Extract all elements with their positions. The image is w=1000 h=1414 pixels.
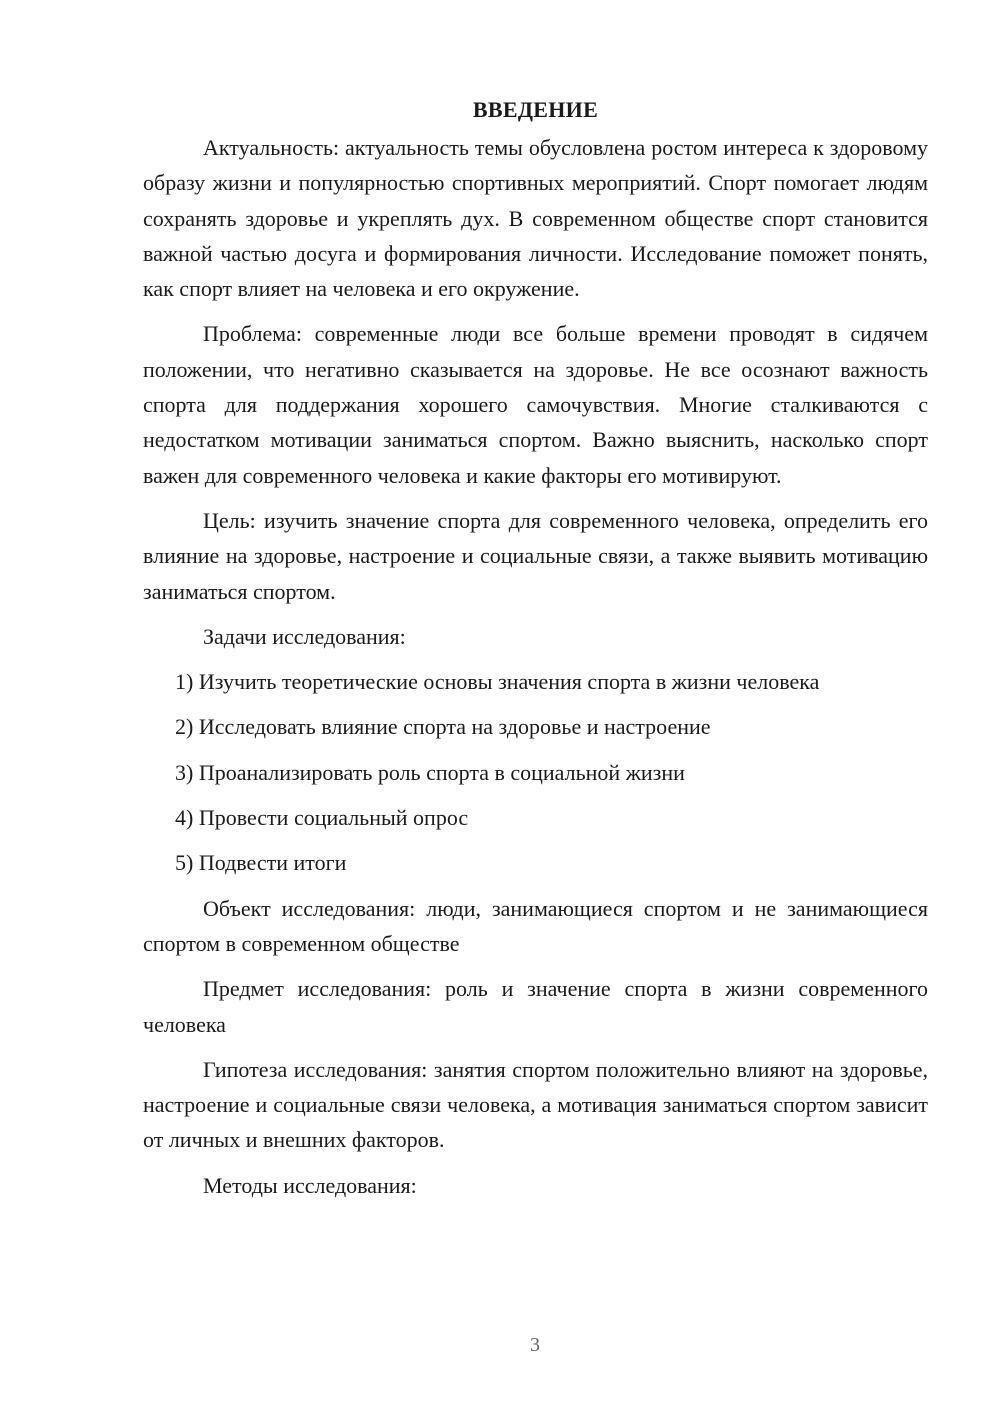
section-title: ВВЕДЕНИЕ xyxy=(472,97,599,122)
page-number: 3 xyxy=(530,1334,540,1356)
problem-paragraph: Проблема: современные люди все больше времени проводят в сидячем положении, что негативно сказывается на здоровье. Не все осознают важность спорта для поддержания хорошего самочувствия. Многие сталкиваются с недостатком мотивации заниматься спортом. Важно выяснить, насколько спорт важен для современного человека и какие факторы его мотивируют. xyxy=(143,321,928,488)
methods-label: Методы исследования: xyxy=(203,1172,417,1198)
task-item-5: 5) Подвести итоги xyxy=(175,850,347,876)
task-item-3: 3) Проанализировать роль спорта в социальной жизни xyxy=(175,759,685,785)
subject-paragraph: Предмет исследования: роль и значение спорта в жизни современного человека xyxy=(143,976,928,1037)
document-page xyxy=(143,92,928,1213)
tasks-list xyxy=(143,664,928,880)
goal-paragraph: Цель: изучить значение спорта для современного человека, определить его влияние на здоровье, настроение и социальные связи, а также выявить мотивацию заниматься спортом. xyxy=(143,507,928,604)
task-item-2: 2) Исследовать влияние спорта на здоровье и настроение xyxy=(175,714,711,740)
object-paragraph: Объект исследования: люди, занимающиеся спортом и не занимающиеся спортом в современном обществе xyxy=(143,895,928,956)
task-item-4: 4) Провести социальный опрос xyxy=(175,805,469,831)
tasks-label: Задачи исследования: xyxy=(203,623,406,649)
relevance-paragraph: Актуальность: актуальность темы обусловлена ростом интереса к здоровому образу жизни и популярностью спортивных мероприятий. Спорт помогает людям сохранять здоровье и укреплять дух. В современном обществе спорт становится важной частью досуга и формирования личности. Исследование поможет понять, как спорт влияет на человека и его окружение. xyxy=(143,135,928,302)
task-item-1: 1) Изучить теоретические основы значения спорта в жизни человека xyxy=(175,669,820,695)
hypothesis-paragraph: Гипотеза исследования: занятия спортом положительно влияют на здоровье, настроение и социальные связи человека, а мотивация заниматься спортом зависит от личных и внешних факторов. xyxy=(143,1056,928,1153)
